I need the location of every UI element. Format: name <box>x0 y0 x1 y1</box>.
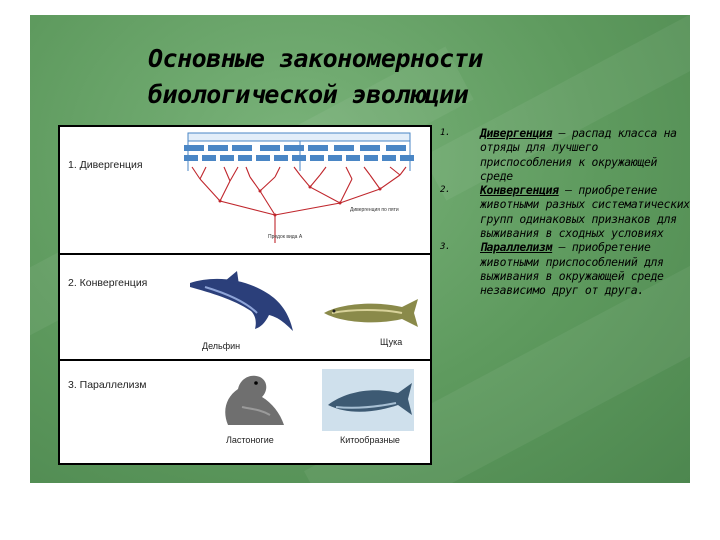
list-item-number: 2. <box>440 185 451 196</box>
divergence-row <box>60 127 430 255</box>
list-item-text: – приобретение животными приспособлений для выживания в окружающей среде независимо друг от друга. <box>480 240 664 298</box>
branch-label: Дивергенция по пяти <box>350 207 399 213</box>
list-item-number: 3. <box>440 242 451 253</box>
list-item <box>440 240 690 297</box>
list-item <box>440 183 690 240</box>
slide-title <box>148 41 668 113</box>
slide <box>30 15 690 483</box>
title-line-2: биологической эволюции <box>148 80 469 109</box>
pike-caption: Щука <box>380 337 403 347</box>
evolution-patterns-list <box>440 126 690 298</box>
dolphin-image <box>185 269 295 339</box>
seal-caption: Ластоногие <box>226 435 274 445</box>
parallelism-label: 3. Параллелизм <box>68 379 147 391</box>
convergence-row <box>60 255 430 361</box>
divergence-tree-diagram <box>180 131 420 251</box>
list-item-number: 1. <box>440 128 451 138</box>
title-line-1: Основные закономерности <box>148 44 483 73</box>
illustration-panel <box>58 125 432 465</box>
whale-caption: Китообразные <box>340 435 400 445</box>
list-item-term: Дивергенция <box>480 126 553 140</box>
list-item-term: Параллелизм <box>480 240 553 255</box>
seal-image <box>218 367 288 429</box>
list-item-term: Конвергенция <box>480 183 559 198</box>
whale-image <box>322 369 414 431</box>
list-item-text: – приобретение животными разных систематических групп одинаковых признаков для выживания в сходных условиях <box>480 183 690 241</box>
convergence-label: 2. Конвергенция <box>68 277 148 289</box>
list-item <box>440 126 690 183</box>
list-item-text: – распад класса на отряды для лучшего приспособления к окружающей среде <box>480 126 677 183</box>
divergence-label: 1. Дивергенция <box>68 159 143 171</box>
ancestor-label: Предок вида А <box>268 234 303 240</box>
pike-image <box>322 293 422 333</box>
dolphin-caption: Дельфин <box>202 341 241 351</box>
parallelism-row <box>60 361 430 463</box>
